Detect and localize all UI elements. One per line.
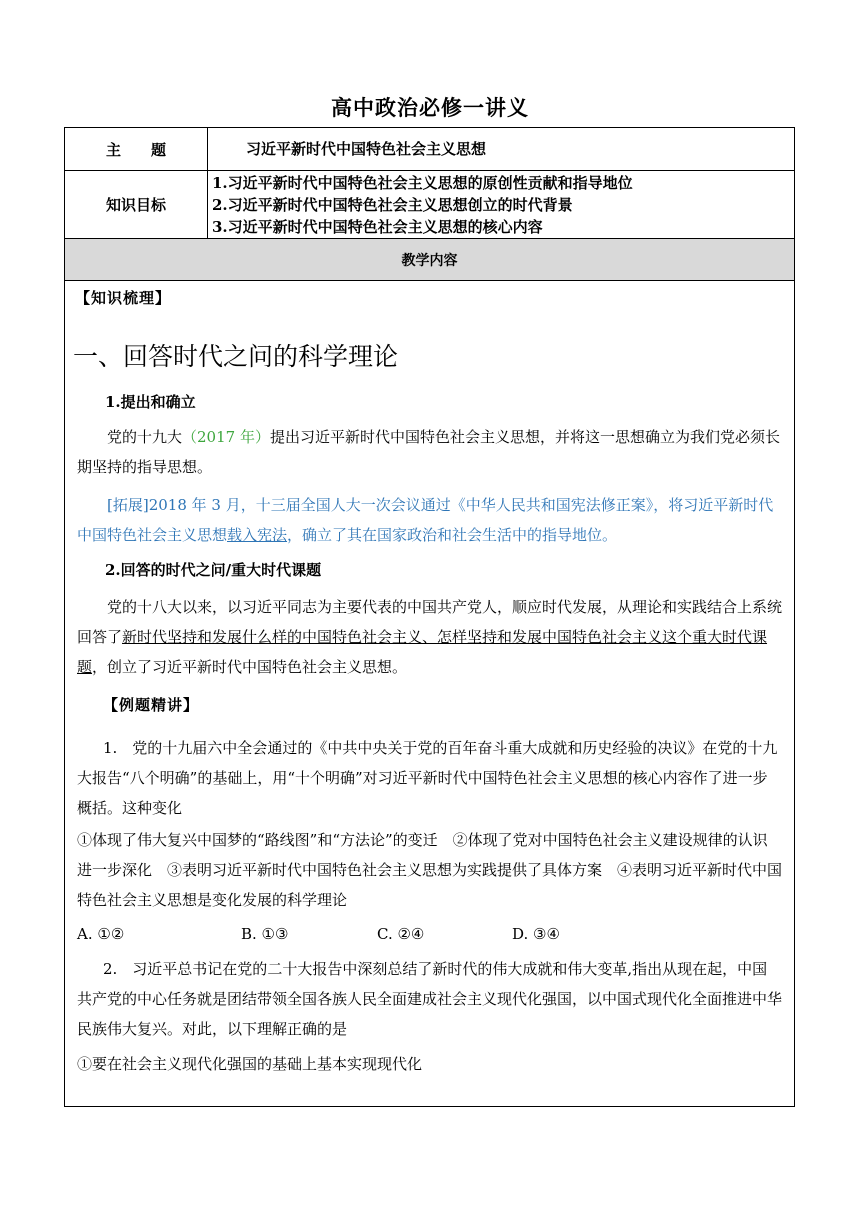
- paragraph-1: [77, 422, 782, 482]
- goal-item: 1.习近平新时代中国特色社会主义思想的原创性贡献和指导地位: [212, 173, 633, 192]
- ext-text-a: [拓展]2018 年 3 月，十三届全国人大一次会议通过《中华人民共和国宪法修正案》，将习近平新时代中国特色社会主义思想: [77, 496, 774, 544]
- section-title: 一、回答时代之问的科学理论: [73, 342, 399, 371]
- p2-text-a: 党的十八大以来，以习近平同志为主要代表的中国共产党人，顺应时代发展，从理论和实践结合上系统回答了: [77, 598, 783, 646]
- document-title: 高中政治必修一讲义: [331, 95, 529, 120]
- lecture-table: [64, 127, 795, 1107]
- extension-paragraph: [77, 490, 782, 550]
- goal-label: 知识目标: [65, 171, 208, 238]
- sub-title-1: 1.提出和确立: [105, 393, 196, 411]
- question-1-options: [77, 925, 777, 955]
- sub-title-2: 2.回答的时代之问/重大时代课题: [105, 561, 322, 579]
- p2-underline: 新时代坚持和发展什么样的中国特色社会主义、怎样坚持和发展中国特色社会主义这个重大时代课题: [77, 628, 768, 676]
- teaching-header: 教学内容: [65, 239, 794, 281]
- theme-text: 习近平新时代中国特色社会主义思想: [246, 140, 487, 158]
- theme-row: [65, 128, 794, 171]
- goal-item: 2.习近平新时代中国特色社会主义思想创立的时代背景: [212, 195, 573, 214]
- p2-text-b: ，创立了习近平新时代中国特色社会主义思想。: [92, 658, 408, 676]
- ext-text-b: ，确立了其在国家政治和社会生活中的指导地位。: [287, 526, 618, 544]
- knowledge-tag: 【知识梳理】: [75, 289, 172, 307]
- option-b[interactable]: B. ①③: [241, 925, 289, 943]
- p1-text-b: 提出习近平新时代中国特色社会主义思想，并将这一思想确立为我们党必须长期坚持的指导思想。: [77, 428, 780, 476]
- paragraph-2: [77, 592, 782, 682]
- question-1: 1. 党的十九届六中全会通过的《中共中央关于党的百年奋斗重大成就和历史经验的决议》在党的十九大报告“八个明确”的基础上，用“十个明确”对习近平新时代中国特色社会主义思想的核心内容作了进一步概括。这种变化: [77, 739, 778, 817]
- ext-underline: 载入宪法: [227, 526, 288, 544]
- option-d[interactable]: D. ③④: [512, 925, 560, 943]
- option-c[interactable]: C. ②④: [377, 925, 425, 943]
- question-1-statements: ①体现了伟大复兴中国梦的“路线图”和“方法论”的变迁 ②体现了党对中国特色社会主义建设规律的认识进一步深化 ③表明习近平新时代中国特色社会主义思想为实践提供了具体方案 ④表明习近平新时代中国特色社会主义思想是变化发展的科学理论: [77, 831, 783, 909]
- goal-list: [208, 171, 794, 238]
- p1-year: （2017 年）: [182, 428, 270, 446]
- theme-label: 主 题: [65, 128, 208, 170]
- example-tag: 【例题精讲】: [103, 696, 200, 714]
- option-a[interactable]: A. ①②: [77, 925, 125, 943]
- goal-item: 3.习近平新时代中国特色社会主义思想的核心内容: [212, 217, 543, 236]
- question-2: 2. 习近平总书记在党的二十大报告中深刻总结了新时代的伟大成就和伟大变革,指出从现在起，中国共产党的中心任务就是团结带领全国各族人民全面建成社会主义现代化强国，以中国式现代化全面推进中华民族伟大复兴。对此，以下理解正确的是: [77, 960, 783, 1038]
- goal-row: [65, 171, 794, 239]
- question-2-statement-1: ①要在社会主义现代化强国的基础上基本实现现代化: [77, 1055, 423, 1073]
- theme-value: [208, 128, 794, 170]
- p1-text-a: 党的十九大: [107, 428, 183, 446]
